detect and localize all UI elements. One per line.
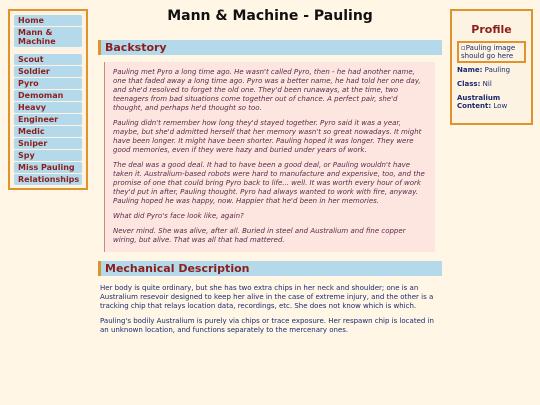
backstory-paragraph: What did Pyro's face look like, again? [113,212,244,220]
backstory-paragraph: Never mind. She was alive, after all. Buried in steel and Australium and fine copper wiring, but alive. That was all that had mattered. [113,227,406,244]
profile-image-placeholder [457,41,526,63]
nav-miss-pauling[interactable]: Miss Pauling [14,162,82,173]
sidebar-nav [8,9,88,190]
nav-scout[interactable]: Scout [14,54,82,65]
nav-home[interactable]: Home [14,15,82,26]
nav-medic[interactable]: Medic [14,126,82,137]
profile-content-row [457,94,526,110]
nav-soldier[interactable]: Soldier [14,66,82,77]
profile-content-label: Australium Content: [457,94,501,110]
profile-class-row [457,80,526,88]
nav-sniper[interactable]: Sniper [14,138,82,149]
profile-image-alt: Pauling image should go here [461,44,516,60]
profile-panel [450,9,533,125]
profile-name-row [457,66,526,74]
page-title: Mann & Machine - Pauling [167,8,373,24]
mechanical-paragraph: Her body is quite ordinary, but she has two extra chips in her neck and shoulder; one is an Australium resevoir designed to keep her alive in the case of extreme injury, and the other is a tracking chip that relays location data, recordings, etc. She does not know which is which. [100,284,434,310]
nav-engineer[interactable]: Engineer [14,114,82,125]
nav-heavy[interactable]: Heavy [14,102,82,113]
profile-heading: Profile [471,23,512,36]
nav-mann-machine[interactable]: Mann & Machine [14,27,82,47]
mechanical-heading: Mechanical Description [98,261,442,276]
profile-class-label: Class: [457,80,481,88]
profile-name-label: Name: [457,66,483,74]
nav-pyro[interactable]: Pyro [14,78,82,89]
broken-image-icon: ▫ [461,44,466,52]
backstory-paragraph: Pauling didn't remember how long they'd stayed together. Pyro said it was a year, maybe, but she'd admitted herself that her memory wasn't so great nowadays. It might have been longer. It might have been shorter. Pauling hoped it was longer. They were good memories, even if they were hazy and buried under years of work. [113,119,422,154]
backstory-quote [104,62,435,252]
nav-demoman[interactable]: Demoman [14,90,82,101]
profile-content-value: Low [493,102,508,110]
mechanical-description [100,284,440,341]
backstory-heading: Backstory [98,40,442,55]
profile-class-value: Nil [482,80,492,88]
nav-relationships[interactable]: Relationships [14,174,82,185]
nav-spy[interactable]: Spy [14,150,82,161]
backstory-paragraph: The deal was a good deal. It had to have been a good deal, or Pauling wouldn't have taken it. Australium-based robots were hard to manufacture and expensive, too, and the promise of one that could bring Pyro back to life... well. It was worth every hour of work they'd put in after, Pauling thought. Pyro had always wanted to work with fire, anyway. Pauling hoped he was happy, now. Happier that he'd been in her memories. [113,161,425,205]
profile-name-value: Pauling [484,66,511,74]
mechanical-paragraph: Pauling's bodily Australium is purely via chips or trace exposure. Her respawn chip is located in an unknown location, and functions separately to the mercenary ones. [100,317,434,334]
backstory-paragraph: Pauling met Pyro a long time ago. He wasn't called Pyro, then - he had another name, one that faded away a long time ago. Pyro was a better name, he had told her one day, and she'd resolved to forget the old one. They'd been runaways, at the time, two teenagers from bad situations come together out of chance. A perfect pair, she'd thought, and perhaps he'd thought so too. [113,68,421,112]
